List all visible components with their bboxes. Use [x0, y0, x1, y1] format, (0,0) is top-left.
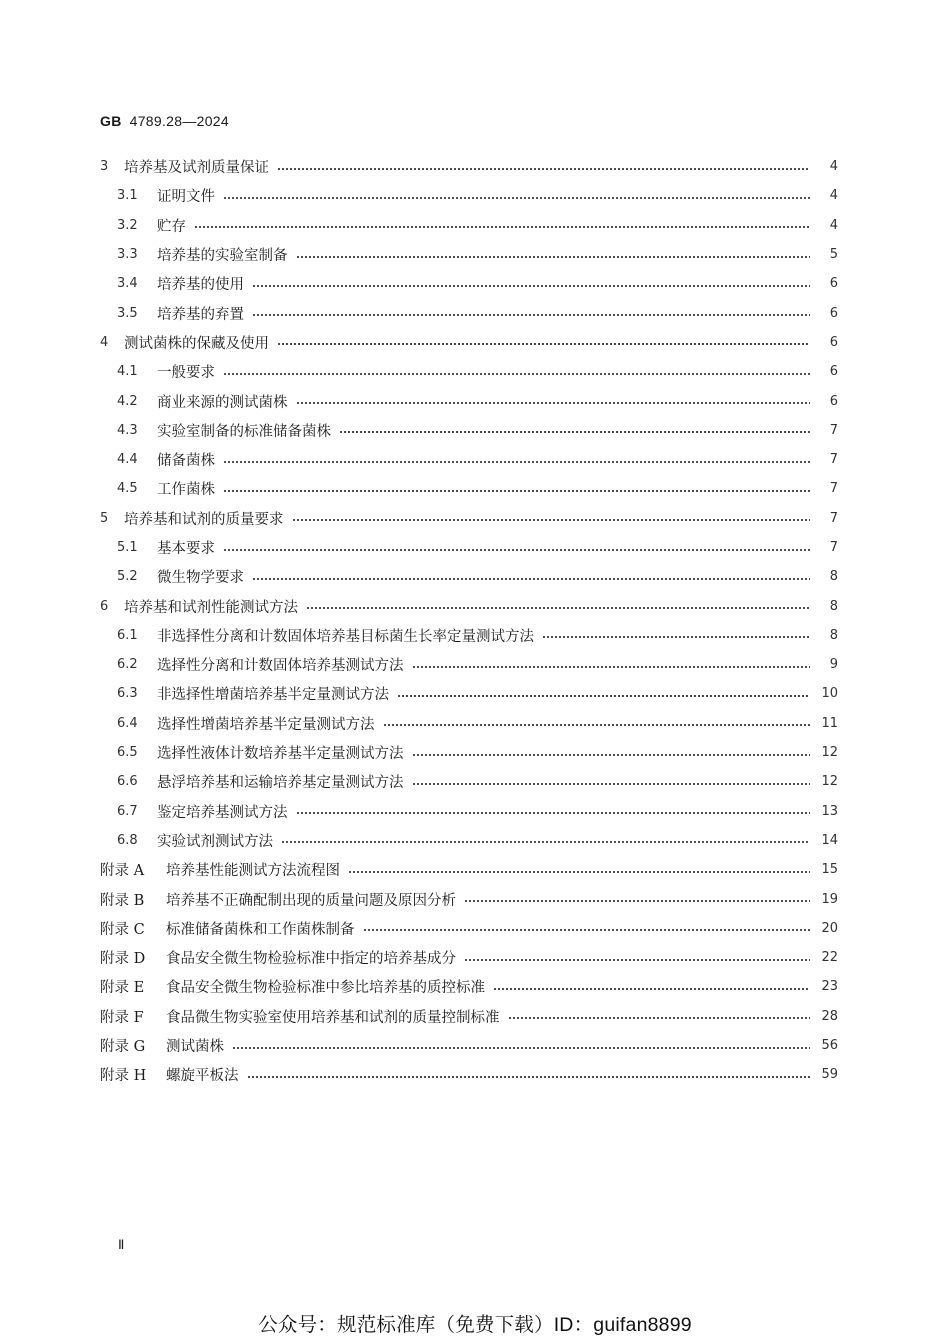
toc-dot-leader — [223, 549, 810, 551]
toc-entry-number: 6.6 — [117, 774, 138, 790]
toc-entry-title: 培养基及试剂质量保证 — [124, 160, 269, 177]
page-number: Ⅱ — [118, 1237, 125, 1252]
toc-entry-page: 11 — [821, 715, 838, 731]
toc-entry[interactable] — [100, 679, 838, 708]
toc-entry[interactable] — [100, 591, 838, 620]
toc-appendix-entry[interactable] — [100, 1002, 838, 1031]
toc-entry-number: 4.2 — [117, 393, 138, 409]
toc-entry-title: 食品微生物实验室使用培养基和试剂的质量控制标准 — [166, 1009, 500, 1026]
toc-dot-leader — [194, 226, 810, 228]
table-of-contents — [100, 152, 838, 1090]
toc-entry-page: 7 — [829, 540, 838, 555]
toc-entry[interactable] — [100, 152, 838, 181]
toc-entry-number: 4.5 — [117, 481, 138, 497]
toc-dot-leader — [464, 900, 810, 902]
toc-entry-page: 56 — [821, 1038, 838, 1054]
toc-entry-number: 3.2 — [117, 217, 138, 233]
toc-entry[interactable] — [100, 562, 838, 591]
toc-entry[interactable] — [100, 181, 838, 210]
watermark-text: 公众号：规范标准库（免费下载）ID：guifan8899 — [258, 1314, 692, 1336]
toc-entry-title: 工作菌株 — [157, 482, 215, 499]
toc-entry-page: 28 — [821, 1008, 838, 1024]
toc-dot-leader — [223, 461, 810, 463]
toc-entry-number: 5 — [100, 510, 109, 526]
toc-entry-number: 6.1 — [117, 627, 138, 643]
toc-dot-leader — [542, 636, 810, 638]
toc-entry-page: 8 — [829, 627, 838, 643]
toc-dot-leader — [412, 783, 811, 785]
toc-dot-leader — [348, 871, 810, 873]
toc-entry-number: 附录 D — [100, 951, 146, 968]
toc-appendix-entry[interactable] — [100, 884, 838, 913]
toc-appendix-entry[interactable] — [100, 1031, 838, 1060]
toc-dot-leader — [296, 256, 811, 258]
toc-entry-page: 8 — [829, 569, 838, 585]
toc-entry-number: 附录 H — [100, 1068, 147, 1085]
toc-entry-page: 6 — [829, 334, 838, 350]
toc-entry[interactable] — [100, 386, 838, 415]
toc-entry-title: 测试菌株的保藏及使用 — [124, 335, 269, 352]
toc-dot-leader — [464, 959, 810, 961]
toc-entry-number: 附录 A — [100, 863, 145, 880]
toc-entry[interactable] — [100, 826, 838, 855]
toc-entry-title: 食品安全微生物检验标准中指定的培养基成分 — [166, 951, 456, 968]
toc-dot-leader — [339, 431, 810, 433]
toc-entry[interactable] — [100, 621, 838, 650]
toc-entry-page: 7 — [829, 481, 838, 497]
toc-entry-title: 商业来源的测试菌株 — [157, 394, 288, 411]
toc-entry-number: 6.4 — [117, 715, 138, 731]
toc-entry[interactable] — [100, 504, 838, 533]
toc-appendix-entry[interactable] — [100, 972, 838, 1001]
toc-entry-page: 14 — [821, 832, 838, 848]
toc-dot-leader — [412, 666, 811, 668]
toc-dot-leader — [493, 988, 810, 990]
toc-entry-number: 4.1 — [117, 364, 138, 380]
toc-entry-title: 标准储备菌株和工作菌株制备 — [166, 921, 355, 938]
toc-entry-page: 9 — [829, 657, 838, 673]
toc-entry-title: 选择性液体计数培养基半定量测试方法 — [157, 746, 404, 763]
toc-entry[interactable] — [100, 650, 838, 679]
toc-dot-leader — [223, 490, 810, 492]
toc-entry-number: 3.5 — [117, 305, 138, 321]
toc-entry-title: 非选择性增菌培养基半定量测试方法 — [157, 687, 389, 704]
toc-dot-leader — [363, 929, 811, 931]
toc-entry-page: 4 — [829, 159, 838, 175]
toc-dot-leader — [252, 314, 810, 316]
toc-entry-number: 3.4 — [117, 276, 138, 292]
toc-entry-number: 附录 C — [100, 921, 145, 938]
toc-entry-title: 培养基的使用 — [157, 277, 244, 294]
toc-entry-title: 食品安全微生物检验标准中参比培养基的质控标准 — [166, 980, 485, 997]
standard-code-number: 4789.28—2024 — [129, 113, 229, 129]
toc-entry[interactable] — [100, 767, 838, 796]
toc-entry-title: 基本要求 — [157, 541, 215, 557]
toc-entry-page: 6 — [829, 276, 838, 292]
toc-entry-number: 5.1 — [117, 540, 138, 555]
toc-entry-page: 4 — [829, 188, 838, 204]
toc-entry[interactable] — [100, 211, 838, 240]
toc-entry-title: 实验室制备的标准储备菌株 — [157, 423, 331, 440]
toc-entry-page: 20 — [821, 920, 838, 936]
toc-entry[interactable] — [100, 709, 838, 738]
toc-entry-number: 附录 G — [100, 1039, 146, 1056]
toc-entry-title: 测试菌株 — [166, 1039, 224, 1056]
toc-entry-number: 4.4 — [117, 452, 138, 468]
toc-entry-title: 培养基不正确配制出现的质量问题及原因分析 — [166, 892, 456, 909]
toc-dot-leader — [223, 197, 810, 199]
toc-entry[interactable] — [100, 298, 838, 327]
toc-entry-page: 8 — [829, 598, 838, 614]
toc-appendix-entry[interactable] — [100, 914, 838, 943]
toc-entry-number: 5.2 — [117, 569, 138, 585]
toc-entry-title: 储备菌株 — [157, 453, 215, 470]
toc-entry-number: 附录 E — [100, 980, 145, 997]
toc-entry[interactable] — [100, 269, 838, 298]
toc-dot-leader — [281, 841, 810, 843]
toc-dot-leader — [277, 168, 810, 170]
toc-entry-title: 培养基性能测试方法流程图 — [166, 863, 340, 880]
toc-entry-title: 一般要求 — [157, 365, 215, 382]
toc-entry-page: 7 — [829, 422, 838, 438]
toc-entry-number: 附录 F — [100, 1009, 144, 1026]
toc-dot-leader — [252, 285, 810, 287]
toc-entry-page: 13 — [821, 803, 838, 819]
toc-entry-page: 23 — [821, 979, 838, 995]
toc-entry-page: 22 — [821, 950, 838, 966]
toc-entry-page: 6 — [829, 364, 838, 380]
toc-dot-leader — [508, 1017, 811, 1019]
toc-dot-leader — [306, 607, 810, 609]
toc-entry[interactable] — [100, 797, 838, 826]
toc-dot-leader — [277, 343, 810, 345]
toc-entry-page: 12 — [821, 745, 838, 761]
toc-entry-number: 6.5 — [117, 745, 138, 761]
toc-entry[interactable] — [100, 533, 838, 562]
toc-entry-title: 培养基的弃置 — [157, 306, 244, 323]
toc-entry-page: 12 — [821, 774, 838, 790]
toc-entry[interactable] — [100, 357, 838, 386]
toc-entry-page: 59 — [821, 1067, 838, 1083]
toc-entry-title: 微生物学要求 — [157, 570, 244, 587]
toc-dot-leader — [223, 373, 810, 375]
toc-dot-leader — [247, 1076, 811, 1078]
toc-dot-leader — [296, 402, 811, 404]
toc-entry-title: 鉴定培养基测试方法 — [157, 804, 288, 821]
toc-entry-title: 实验试剂测试方法 — [157, 833, 273, 850]
toc-entry-title: 培养基和试剂的质量要求 — [124, 511, 284, 528]
toc-entry[interactable] — [100, 240, 838, 269]
toc-entry[interactable] — [100, 416, 838, 445]
toc-entry-number: 6.3 — [117, 686, 138, 702]
toc-entry-number: 3.1 — [117, 188, 138, 204]
toc-entry-page: 5 — [829, 247, 838, 263]
toc-entry-number: 6.8 — [117, 832, 138, 848]
toc-dot-leader — [412, 754, 811, 756]
toc-entry[interactable] — [100, 328, 838, 357]
toc-entry-number: 6.7 — [117, 803, 138, 819]
toc-entry-title: 非选择性分离和计数固体培养基目标菌生长率定量测试方法 — [157, 628, 534, 645]
toc-dot-leader — [383, 724, 811, 726]
toc-entry-title: 选择性分离和计数固体培养基测试方法 — [157, 658, 404, 675]
toc-entry-page: 6 — [829, 393, 838, 409]
toc-entry-page: 7 — [829, 452, 838, 468]
toc-entry-number: 6 — [100, 598, 109, 614]
toc-dot-leader — [292, 519, 811, 521]
toc-dot-leader — [252, 578, 810, 580]
toc-entry-number: 4 — [100, 334, 109, 350]
toc-entry-page: 4 — [829, 217, 838, 233]
toc-entry-title: 悬浮培养基和运输培养基定量测试方法 — [157, 775, 404, 792]
toc-appendix-entry[interactable] — [100, 855, 838, 884]
toc-entry[interactable] — [100, 445, 838, 474]
toc-appendix-entry[interactable] — [100, 1060, 838, 1089]
toc-appendix-entry[interactable] — [100, 943, 838, 972]
toc-dot-leader — [232, 1047, 810, 1049]
toc-entry-title: 培养基和试剂性能测试方法 — [124, 599, 298, 616]
standard-code-prefix: GB — [100, 113, 122, 129]
toc-entry-title: 培养基的实验室制备 — [157, 248, 288, 265]
toc-entry[interactable] — [100, 738, 838, 767]
toc-entry-number: 附录 B — [100, 892, 145, 909]
toc-entry-page: 7 — [829, 510, 838, 526]
toc-entry-title: 证明文件 — [157, 189, 215, 206]
toc-entry-number: 3 — [100, 159, 109, 175]
toc-dot-leader — [397, 695, 810, 697]
toc-entry-title: 贮存 — [157, 218, 186, 235]
toc-entry-title: 选择性增菌培养基半定量测试方法 — [157, 716, 375, 733]
toc-entry-number: 6.2 — [117, 657, 138, 673]
toc-entry-page: 15 — [821, 862, 838, 878]
toc-entry[interactable] — [100, 474, 838, 503]
toc-dot-leader — [296, 812, 811, 814]
toc-entry-title: 螺旋平板法 — [166, 1068, 239, 1085]
toc-entry-number: 4.3 — [117, 422, 138, 438]
toc-entry-page: 6 — [829, 305, 838, 321]
standard-code-header — [100, 113, 229, 130]
toc-entry-page: 10 — [821, 686, 838, 702]
toc-entry-number: 3.3 — [117, 247, 138, 263]
toc-entry-page: 19 — [821, 891, 838, 907]
